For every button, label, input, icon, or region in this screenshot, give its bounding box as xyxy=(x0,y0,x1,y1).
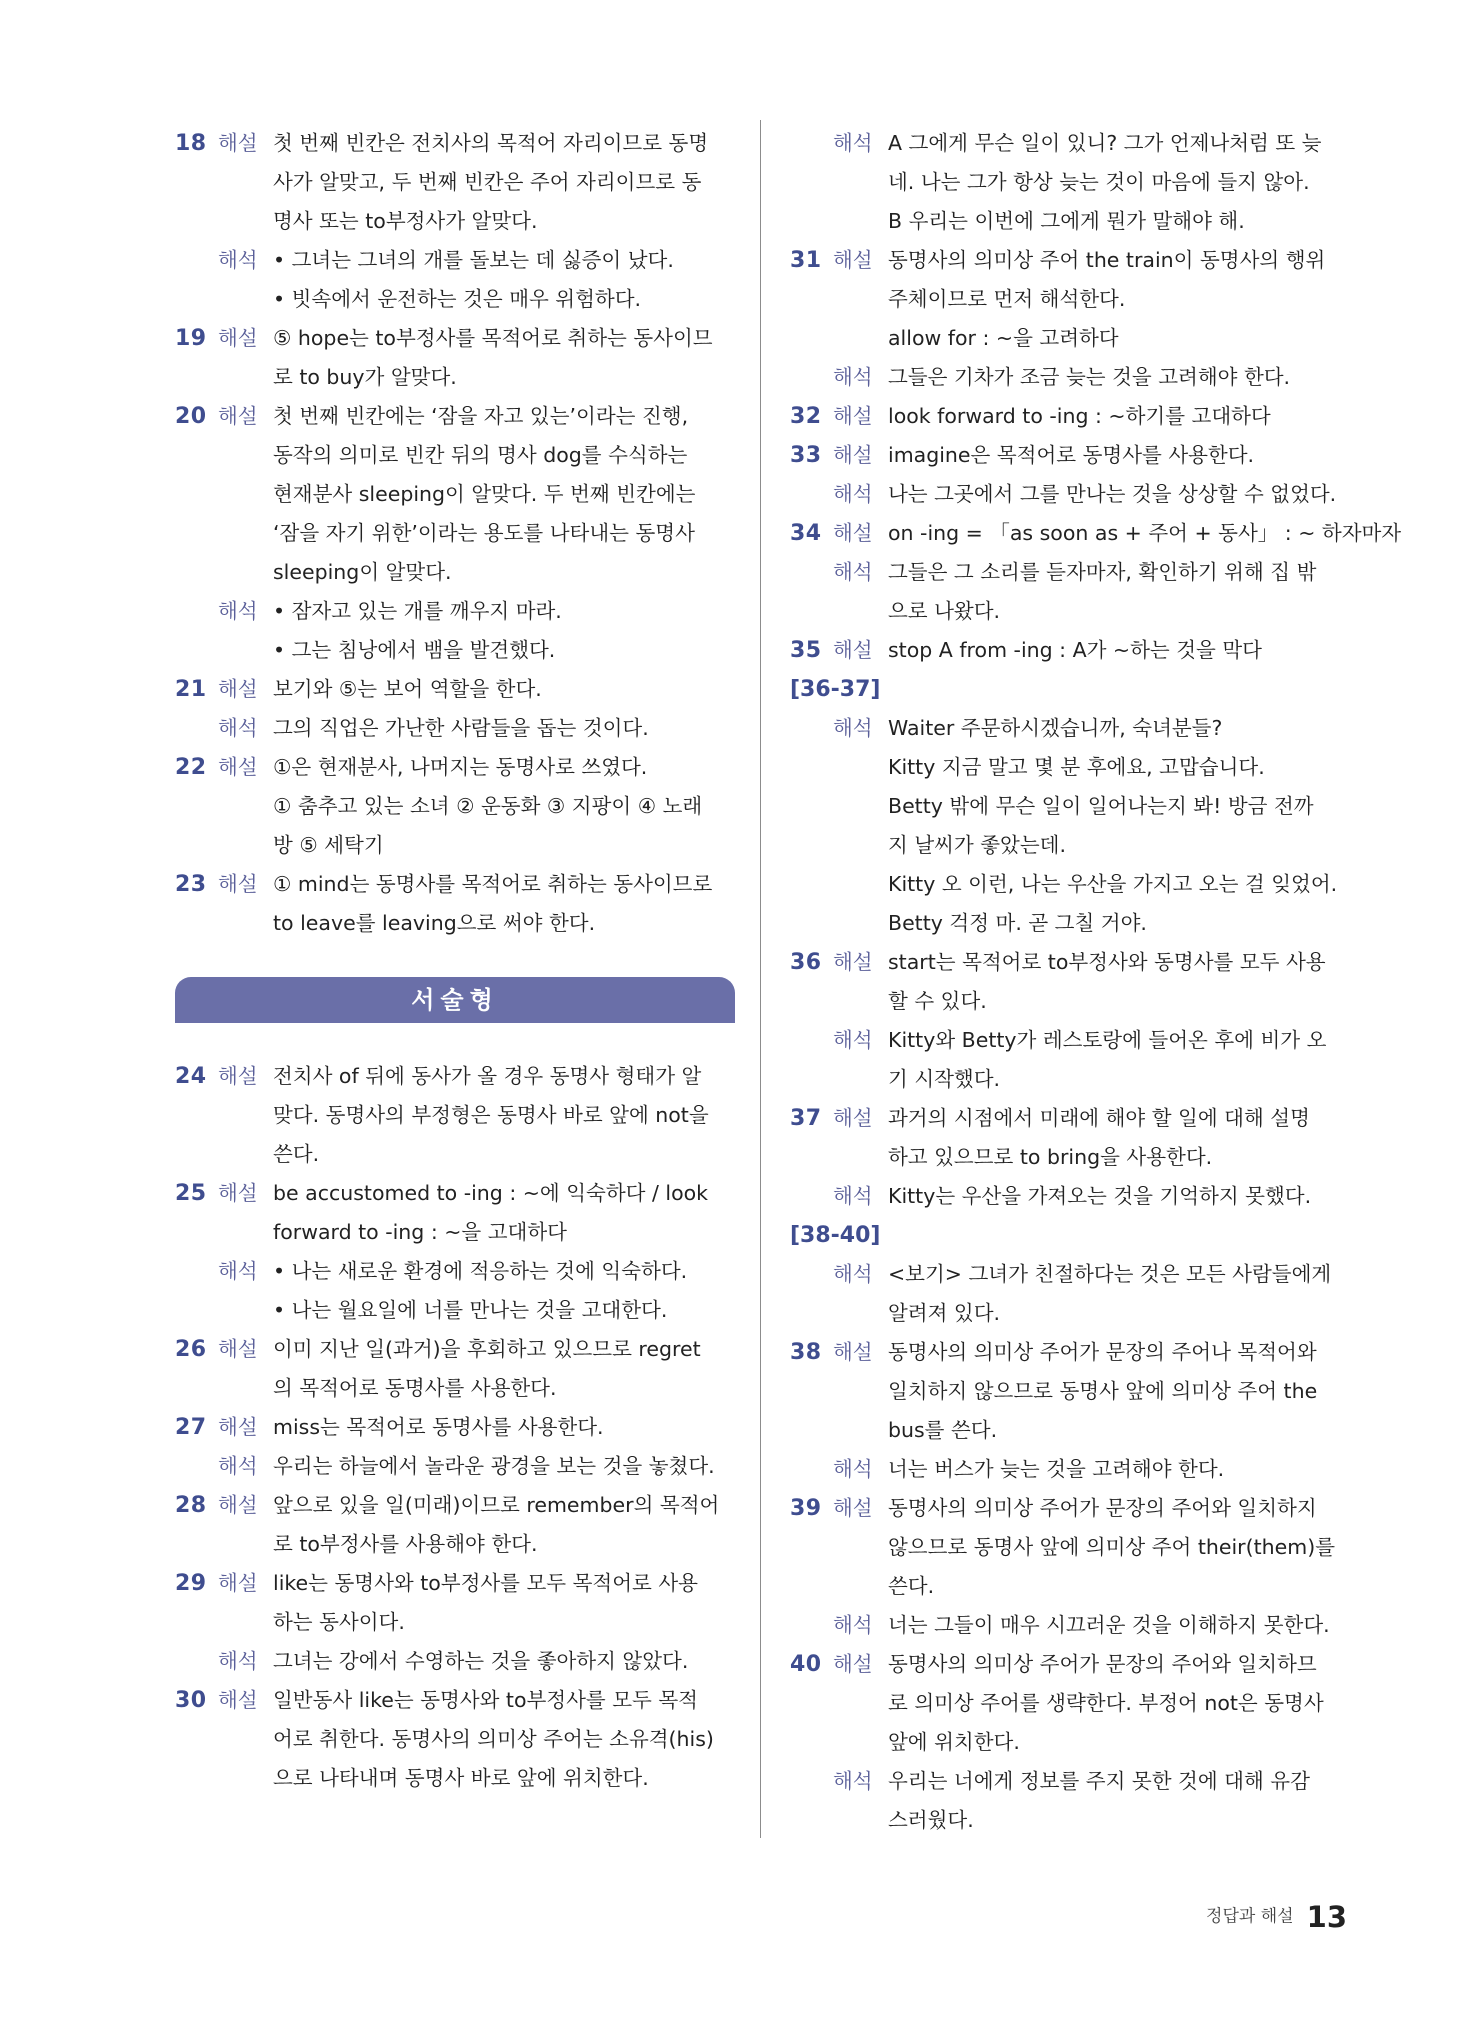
question-number: 19 xyxy=(175,326,207,351)
line-text: forward to -ing : ~을 고대하다 xyxy=(273,1220,567,1244)
explanation-tag: 해설 xyxy=(218,131,258,155)
explanation-tag: 해설 xyxy=(218,1688,258,1712)
footer-label: 정답과 해설 xyxy=(1206,1906,1294,1927)
line-text: • 빗속에서 운전하는 것은 매우 위험하다. xyxy=(273,280,641,319)
line-text: 첫 번째 빈칸은 전치사의 목적어 자리이므로 동명 xyxy=(273,131,709,155)
explanation-tag: 해석 xyxy=(218,599,258,623)
text-line xyxy=(790,709,1350,748)
line-text: 쓴다. xyxy=(273,1142,320,1166)
text-line xyxy=(790,553,1350,592)
text-line xyxy=(790,1138,1350,1177)
line-text: Waiter 주문하시겠습니까, 숙녀분들? xyxy=(888,716,1223,740)
line-text: 첫 번째 빈칸에는 ‘잠을 자고 있는’이라는 진행, xyxy=(273,404,689,428)
text-line xyxy=(790,670,1350,709)
explanation-tag: 해설 xyxy=(833,1652,873,1676)
line-text: <보기> 그녀가 친절하다는 것은 모든 사람들에게 xyxy=(888,1262,1332,1286)
text-line xyxy=(175,1057,735,1096)
text-line xyxy=(790,475,1350,514)
line-text: 우리는 너에게 정보를 주지 못한 것에 대해 유감 xyxy=(888,1769,1310,1793)
explanation-tag: 해석 xyxy=(833,560,873,584)
explanation-tag: 해석 xyxy=(218,716,258,740)
line-text: ‘잠을 자기 위한’이라는 용도를 나타내는 동명사 xyxy=(273,521,695,545)
text-line xyxy=(175,1603,735,1642)
text-line xyxy=(175,1564,735,1603)
question-number: 22 xyxy=(175,755,207,780)
text-line xyxy=(790,202,1350,241)
text-line xyxy=(790,280,1350,319)
question-number: 24 xyxy=(175,1064,207,1089)
text-line xyxy=(790,1060,1350,1099)
text-line xyxy=(175,904,735,943)
explanation-tag: 해석 xyxy=(218,1259,258,1283)
line-text: Betty 걱정 마. 곧 그칠 거야. xyxy=(888,911,1147,935)
explanation-tag: 해석 xyxy=(833,482,873,506)
question-number: 27 xyxy=(175,1415,207,1440)
text-line xyxy=(175,1291,735,1330)
question-number: 21 xyxy=(175,677,207,702)
text-line xyxy=(790,358,1350,397)
line-text: be accustomed to -ing : ~에 익숙하다 / look xyxy=(273,1181,709,1205)
line-text: 으로 나타내며 동명사 바로 앞에 위치한다. xyxy=(273,1766,649,1790)
text-line xyxy=(790,904,1350,943)
explanation-tag: 해설 xyxy=(218,326,258,350)
explanation-tag: 해설 xyxy=(833,248,873,272)
question-number: 33 xyxy=(790,443,822,468)
explanation-tag: 해설 xyxy=(218,1493,258,1517)
text-line xyxy=(175,1642,735,1681)
text-line xyxy=(175,124,735,163)
line-text: 네. 나는 그가 항상 늦는 것이 마음에 들지 않아. xyxy=(888,170,1310,194)
line-text: 방 ⑤ 세탁기 xyxy=(273,833,384,857)
line-text: 알려져 있다. xyxy=(888,1301,1001,1325)
text-line xyxy=(790,1021,1350,1060)
question-number: 40 xyxy=(790,1652,822,1677)
line-text: to leave를 leaving으로 써야 한다. xyxy=(273,911,596,935)
line-text: sleeping이 알맞다. xyxy=(273,560,452,584)
explanation-tag: 해석 xyxy=(218,1649,258,1673)
line-text: 동명사의 의미상 주어 the train이 동명사의 행위 xyxy=(888,248,1326,272)
line-text: 전치사 of 뒤에 동사가 올 경우 동명사 형태가 알 xyxy=(273,1064,702,1088)
line-text: 쓴다. xyxy=(888,1574,935,1598)
line-text: 사가 알맞고, 두 번째 빈칸은 주어 자리이므로 동 xyxy=(273,170,702,194)
line-text: 으로 나왔다. xyxy=(888,599,1001,623)
text-line xyxy=(790,1411,1350,1450)
text-line xyxy=(175,631,735,670)
text-line xyxy=(790,1645,1350,1684)
left-answers-part1 xyxy=(175,124,735,943)
line-text: • 잠자고 있는 개를 깨우지 마라. xyxy=(273,592,562,631)
line-text: • 나는 월요일에 너를 만나는 것을 고대한다. xyxy=(273,1291,667,1330)
line-text: ⑤ hope는 to부정사를 목적어로 취하는 동사이므 xyxy=(273,326,713,350)
section-range-label: [36-37] xyxy=(790,677,881,702)
line-text: • 그녀는 그녀의 개를 돌보는 데 싫증이 났다. xyxy=(273,241,674,280)
text-line xyxy=(790,124,1350,163)
text-line xyxy=(175,514,735,553)
text-line xyxy=(790,1684,1350,1723)
explanation-tag: 해설 xyxy=(833,638,873,662)
line-text: 로 to부정사를 사용해야 한다. xyxy=(273,1532,538,1556)
question-number: 26 xyxy=(175,1337,207,1362)
text-line xyxy=(790,631,1350,670)
text-line xyxy=(175,1135,735,1174)
question-number: 39 xyxy=(790,1496,822,1521)
explanation-tag: 해석 xyxy=(833,1184,873,1208)
text-line xyxy=(790,514,1402,553)
text-line xyxy=(175,1681,735,1720)
line-text: A 그에게 무슨 일이 있니? 그가 언제나처럼 또 늦 xyxy=(888,131,1322,155)
line-text: 명사 또는 to부정사가 알맞다. xyxy=(273,209,538,233)
line-text: like는 동명사와 to부정사를 모두 목적어로 사용 xyxy=(273,1571,698,1595)
text-line xyxy=(790,163,1350,202)
text-line xyxy=(175,709,735,748)
question-number: 36 xyxy=(790,950,822,975)
column-divider xyxy=(760,120,761,1838)
text-line xyxy=(790,1801,1350,1840)
text-line xyxy=(175,397,735,436)
explanation-tag: 해석 xyxy=(833,1457,873,1481)
text-line xyxy=(175,1408,735,1447)
line-text: 동명사의 의미상 주어가 문장의 주어와 일치하지 xyxy=(888,1496,1317,1520)
left-column xyxy=(175,124,735,1798)
explanation-tag: 해설 xyxy=(218,1181,258,1205)
question-number: 38 xyxy=(790,1340,822,1365)
line-text: 맞다. 동명사의 부정형은 동명사 바로 앞에 not을 xyxy=(273,1103,709,1127)
explanation-tag: 해설 xyxy=(218,1337,258,1361)
explanation-tag: 해설 xyxy=(218,404,258,428)
text-line xyxy=(175,202,735,241)
question-number: 28 xyxy=(175,1493,207,1518)
text-line xyxy=(175,319,735,358)
line-text: 의 목적어로 동명사를 사용한다. xyxy=(273,1376,557,1400)
line-text: 보기와 ⑤는 보어 역할을 한다. xyxy=(273,677,542,701)
line-text: miss는 목적어로 동명사를 사용한다. xyxy=(273,1415,604,1439)
text-line xyxy=(175,358,735,397)
line-text: 우리는 하늘에서 놀라운 광경을 보는 것을 놓쳤다. xyxy=(273,1454,715,1478)
text-line xyxy=(790,319,1350,358)
text-line xyxy=(790,1099,1350,1138)
line-text: 하는 동사이다. xyxy=(273,1610,405,1634)
text-line xyxy=(175,553,735,592)
line-text: 동명사의 의미상 주어가 문장의 주어와 일치하므 xyxy=(888,1652,1317,1676)
text-line xyxy=(790,397,1350,436)
line-text: start는 목적어로 to부정사와 동명사를 모두 사용 xyxy=(888,950,1326,974)
explanation-tag: 해설 xyxy=(833,1106,873,1130)
explanation-tag: 해석 xyxy=(833,1262,873,1286)
explanation-tag: 해석 xyxy=(218,1454,258,1478)
explanation-tag: 해설 xyxy=(218,872,258,896)
text-line xyxy=(790,1372,1350,1411)
line-text: Kitty 오 이런, 나는 우산을 가지고 오는 걸 잊었어. xyxy=(888,872,1338,896)
text-line xyxy=(790,592,1350,631)
line-text: 동명사의 의미상 주어가 문장의 주어나 목적어와 xyxy=(888,1340,1317,1364)
text-line xyxy=(790,1255,1350,1294)
question-number: 18 xyxy=(175,131,207,156)
question-number: 25 xyxy=(175,1181,207,1206)
line-text: 않으므로 동명사 앞에 의미상 주어 their(them)를 xyxy=(888,1535,1336,1559)
line-text: look forward to -ing : ~하기를 고대하다 xyxy=(888,404,1271,428)
text-line xyxy=(175,826,735,865)
section-range-label: [38-40] xyxy=(790,1223,881,1248)
question-number: 35 xyxy=(790,638,822,663)
line-text: 로 의미상 주어를 생략한다. 부정어 not은 동명사 xyxy=(888,1691,1324,1715)
page-footer xyxy=(1206,1896,1347,1936)
text-line xyxy=(175,670,735,709)
line-text: 지 날씨가 좋았는데. xyxy=(888,833,1066,857)
text-line xyxy=(175,1447,735,1486)
text-line xyxy=(175,865,735,904)
line-text: 너는 버스가 늦는 것을 고려해야 한다. xyxy=(888,1457,1225,1481)
text-line xyxy=(790,1177,1350,1216)
line-text: 과거의 시점에서 미래에 해야 할 일에 대해 설명 xyxy=(888,1106,1310,1130)
line-text: bus를 쓴다. xyxy=(888,1418,998,1442)
line-text: 그녀는 강에서 수영하는 것을 좋아하지 않았다. xyxy=(273,1649,689,1673)
right-column xyxy=(790,124,1402,1840)
line-text: 기 시작했다. xyxy=(888,1067,1001,1091)
explanation-tag: 해설 xyxy=(218,677,258,701)
text-line xyxy=(175,1213,735,1252)
explanation-tag: 해석 xyxy=(833,131,873,155)
line-text: 너는 그들이 매우 시끄러운 것을 이해하지 못한다. xyxy=(888,1613,1330,1637)
explanation-tag: 해설 xyxy=(218,1064,258,1088)
explanation-tag: 해석 xyxy=(833,365,873,389)
explanation-tag: 해석 xyxy=(833,1613,873,1637)
text-line xyxy=(175,1174,735,1213)
text-line xyxy=(790,826,1350,865)
line-text: ① mind는 동명사를 목적어로 취하는 동사이므로 xyxy=(273,872,713,896)
text-line xyxy=(175,1252,735,1291)
line-text: • 그는 침낭에서 뱀을 발견했다. xyxy=(273,631,555,670)
line-text: 현재분사 sleeping이 알맞다. 두 번째 빈칸에는 xyxy=(273,482,696,506)
line-text: 하고 있으므로 to bring을 사용한다. xyxy=(888,1145,1213,1169)
line-text: B 우리는 이번에 그에게 뭔가 말해야 해. xyxy=(888,209,1245,233)
line-text: 나는 그곳에서 그를 만나는 것을 상상할 수 없었다. xyxy=(888,482,1337,506)
section-banner: 서술형 xyxy=(175,977,735,1023)
explanation-tag: 해설 xyxy=(833,1496,873,1520)
text-line xyxy=(790,1333,1350,1372)
line-text: allow for : ~을 고려하다 xyxy=(888,326,1119,350)
text-line xyxy=(175,280,735,319)
text-line xyxy=(790,1723,1350,1762)
line-text: Kitty와 Betty가 레스토랑에 들어온 후에 비가 오 xyxy=(888,1028,1327,1052)
question-number: 23 xyxy=(175,872,207,897)
text-line xyxy=(175,475,735,514)
line-text: 앞에 위치한다. xyxy=(888,1730,1020,1754)
explanation-tag: 해설 xyxy=(833,404,873,428)
line-text: 로 to buy가 알맞다. xyxy=(273,365,457,389)
question-number: 32 xyxy=(790,404,822,429)
text-line xyxy=(175,241,735,280)
explanation-tag: 해석 xyxy=(833,1028,873,1052)
text-line xyxy=(790,982,1350,1021)
text-line xyxy=(790,787,1350,826)
line-text: 그의 직업은 가난한 사람들을 돕는 것이다. xyxy=(273,716,649,740)
explanation-tag: 해설 xyxy=(218,755,258,779)
text-line xyxy=(175,1759,735,1798)
text-line xyxy=(790,943,1350,982)
text-line xyxy=(175,1720,735,1759)
text-line xyxy=(175,1330,735,1369)
text-line xyxy=(175,436,735,475)
line-text: 일치하지 않으므로 동명사 앞에 의미상 주어 the xyxy=(888,1379,1318,1403)
text-line xyxy=(790,1216,1350,1255)
line-text: 할 수 있다. xyxy=(888,989,987,1013)
line-text: 주체이므로 먼저 해석한다. xyxy=(888,287,1126,311)
line-text: 일반동사 like는 동명사와 to부정사를 모두 목적 xyxy=(273,1688,698,1712)
text-line xyxy=(175,748,735,787)
line-text: 동작의 의미로 빈칸 뒤의 명사 dog를 수식하는 xyxy=(273,443,688,467)
text-line xyxy=(175,1096,735,1135)
line-text: stop A from -ing : A가 ~하는 것을 막다 xyxy=(888,638,1262,662)
explanation-tag: 해설 xyxy=(833,521,873,545)
text-line xyxy=(175,1369,735,1408)
left-answers-part2 xyxy=(175,1057,735,1798)
text-line xyxy=(790,748,1350,787)
explanation-tag: 해석 xyxy=(833,1769,873,1793)
text-line xyxy=(175,592,735,631)
line-text: Kitty 지금 말고 몇 분 후에요, 고맙습니다. xyxy=(888,755,1265,779)
line-text: ①은 현재분사, 나머지는 동명사로 쓰였다. xyxy=(273,755,648,779)
line-text: 스러웠다. xyxy=(888,1808,974,1832)
question-number: 30 xyxy=(175,1688,207,1713)
question-number: 37 xyxy=(790,1106,822,1131)
line-text: 어로 취한다. 동명사의 의미상 주어는 소유격(his) xyxy=(273,1727,714,1751)
text-line xyxy=(175,163,735,202)
text-line xyxy=(790,1489,1350,1528)
question-number: 20 xyxy=(175,404,207,429)
text-line xyxy=(790,1762,1350,1801)
text-line xyxy=(790,436,1350,475)
text-line xyxy=(175,1525,735,1564)
explanation-tag: 해석 xyxy=(218,248,258,272)
text-line xyxy=(790,1294,1350,1333)
text-line xyxy=(790,1528,1350,1567)
explanation-tag: 해석 xyxy=(833,716,873,740)
question-number: 34 xyxy=(790,521,822,546)
question-number: 31 xyxy=(790,248,822,273)
explanation-tag: 해설 xyxy=(218,1571,258,1595)
line-text: imagine은 목적어로 동명사를 사용한다. xyxy=(888,443,1255,467)
text-line xyxy=(790,1450,1350,1489)
text-line xyxy=(790,1606,1350,1645)
text-line xyxy=(790,865,1350,904)
line-text: Kitty는 우산을 가져오는 것을 기억하지 못했다. xyxy=(888,1184,1312,1208)
explanation-tag: 해설 xyxy=(833,443,873,467)
explanation-tag: 해설 xyxy=(218,1415,258,1439)
explanation-tag: 해설 xyxy=(833,1340,873,1364)
line-text: • 나는 새로운 환경에 적응하는 것에 익숙하다. xyxy=(273,1252,687,1291)
question-number: 29 xyxy=(175,1571,207,1596)
line-text: ① 춤추고 있는 소녀 ② 운동화 ③ 지팡이 ④ 노래 xyxy=(273,794,703,818)
explanation-tag: 해설 xyxy=(833,950,873,974)
page-number: 13 xyxy=(1306,1899,1347,1934)
text-line xyxy=(790,1567,1350,1606)
text-line xyxy=(175,1486,735,1525)
line-text: Betty 밖에 무슨 일이 일어나는지 봐! 방금 전까 xyxy=(888,794,1314,818)
text-line xyxy=(175,787,735,826)
line-text: on -ing = 「as soon as + 주어 + 동사」 : ~ 하자마자 xyxy=(888,521,1402,545)
line-text: 그들은 그 소리를 듣자마자, 확인하기 위해 집 밖 xyxy=(888,560,1317,584)
line-text: 앞으로 있을 일(미래)이므로 remember의 목적어 xyxy=(273,1493,720,1517)
line-text: 이미 지난 일(과거)을 후회하고 있으므로 regret xyxy=(273,1337,701,1361)
text-line xyxy=(790,241,1350,280)
line-text: 그들은 기차가 조금 늦는 것을 고려해야 한다. xyxy=(888,365,1291,389)
